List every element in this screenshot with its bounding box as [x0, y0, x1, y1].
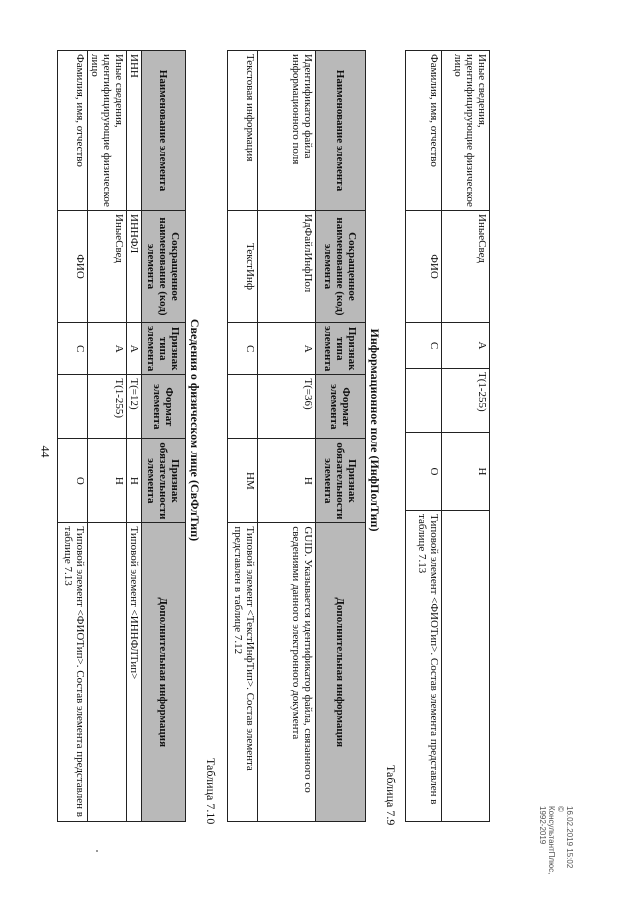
- table-row: [228, 51, 258, 822]
- cell-type: С: [58, 323, 88, 375]
- cell-type: А: [258, 323, 316, 375]
- rotated-page-content: [62, 40, 490, 865]
- col-header: Дополнительная информация: [142, 523, 186, 822]
- table-7-10: [57, 50, 186, 822]
- cell-req: Н: [88, 439, 127, 523]
- cell-format: [228, 375, 258, 439]
- table-row: [127, 51, 142, 822]
- table-row: [58, 51, 88, 822]
- cell-name: Текстовая информация: [228, 51, 258, 211]
- col-header: Формат элемента: [142, 375, 186, 439]
- page-number: 44: [38, 445, 53, 458]
- cell-format: T(1-255): [88, 375, 127, 439]
- col-header: Признак типа элемента: [142, 323, 186, 375]
- col-header: Дополнительная информация: [316, 523, 366, 822]
- col-header: Сокращенное наименование (код) элемента: [316, 211, 366, 323]
- print-stamp: [538, 806, 574, 876]
- cell-type: А: [127, 323, 142, 375]
- stamp-line-1: 16.02.2019 15:02: [565, 806, 574, 869]
- col-header: Наименование элемента: [142, 51, 186, 211]
- col-header: Формат элемента: [316, 375, 366, 439]
- cell-code: ФИО: [58, 211, 88, 323]
- cell-format: [58, 375, 88, 439]
- table-7-10-label: Таблица 7.10: [204, 758, 218, 825]
- cell-name: Иные сведения, идентифицирующие физическое лицо: [88, 51, 127, 211]
- document-stage: [62, 40, 490, 865]
- cell-req: Н: [258, 439, 316, 523]
- cell-format: T(=12): [127, 375, 142, 439]
- cell-name: Фамилия, имя, отчество: [58, 51, 88, 211]
- cell-info: Типовой элемент <ИННФЛТип>: [127, 523, 142, 822]
- table-header-row: [316, 51, 366, 822]
- cell-format: [406, 369, 442, 433]
- table-header-row: [142, 51, 186, 822]
- table-7-9-label: Таблица 7.9: [384, 765, 398, 826]
- cell-code: ФИО: [406, 211, 442, 323]
- table-row: [258, 51, 316, 822]
- cell-format: T(1-255): [442, 369, 490, 433]
- col-header: Признак обязательности элемента: [142, 439, 186, 523]
- cell-req: НМ: [228, 439, 258, 523]
- cell-type: А: [88, 323, 127, 375]
- cell-name: Идентификатор файла информационного поля: [258, 51, 316, 211]
- scan-speck: [96, 850, 98, 852]
- cell-info: [442, 511, 490, 822]
- table-7-10-title: Сведения о физическом лице (СвФлТип): [188, 318, 202, 542]
- cell-name: Фамилия, имя, отчество: [406, 51, 442, 211]
- table-continuation: [405, 50, 490, 822]
- col-header: Признак обязательности элемента: [316, 439, 366, 523]
- table-row: [406, 51, 442, 822]
- cell-name: Иные сведения, идентифицирующие физическое лицо: [442, 51, 490, 211]
- cell-code: ТекстИнф: [228, 211, 258, 323]
- cell-type: С: [406, 323, 442, 369]
- col-header: Признак типа элемента: [316, 323, 366, 375]
- cell-type: С: [228, 323, 258, 375]
- cell-info: Типовой элемент <ТекстИнфТип>. Состав элемента представлен в таблице 7.12: [228, 523, 258, 822]
- cell-req: Н: [127, 439, 142, 523]
- cell-code: ИныеСвед: [88, 211, 127, 323]
- cell-code: ИННФЛ: [127, 211, 142, 323]
- cell-req: О: [58, 439, 88, 523]
- table-row: [442, 51, 490, 822]
- table-7-9-title: Информационное поле (ИнфПолТип): [368, 328, 382, 532]
- stamp-line-2: © КонсультантПлюс, 1992-2019: [538, 806, 565, 875]
- cell-req: О: [406, 433, 442, 511]
- col-header: Наименование элемента: [316, 51, 366, 211]
- cell-info: GUID. Указывается идентификатор файла, связанного со сведениями данного электронного документа: [258, 523, 316, 822]
- table-row: [88, 51, 127, 822]
- table-7-9: [227, 50, 366, 822]
- cell-req: Н: [442, 433, 490, 511]
- cell-info: Типовой элемент <ФИОТип>. Состав элемента представлен в таблице 7.13: [58, 523, 88, 822]
- cell-name: ИНН: [127, 51, 142, 211]
- cell-type: А: [442, 323, 490, 369]
- col-header: Сокращенное наименование (код) элемента: [142, 211, 186, 323]
- cell-info: Типовой элемент <ФИОТип>. Состав элемента представлен в таблице 7.13: [406, 511, 442, 822]
- cell-info: [88, 523, 127, 822]
- cell-code: ИдФайлИнфПол: [258, 211, 316, 323]
- cell-format: T(=36): [258, 375, 316, 439]
- cell-code: ИныеСвед: [442, 211, 490, 323]
